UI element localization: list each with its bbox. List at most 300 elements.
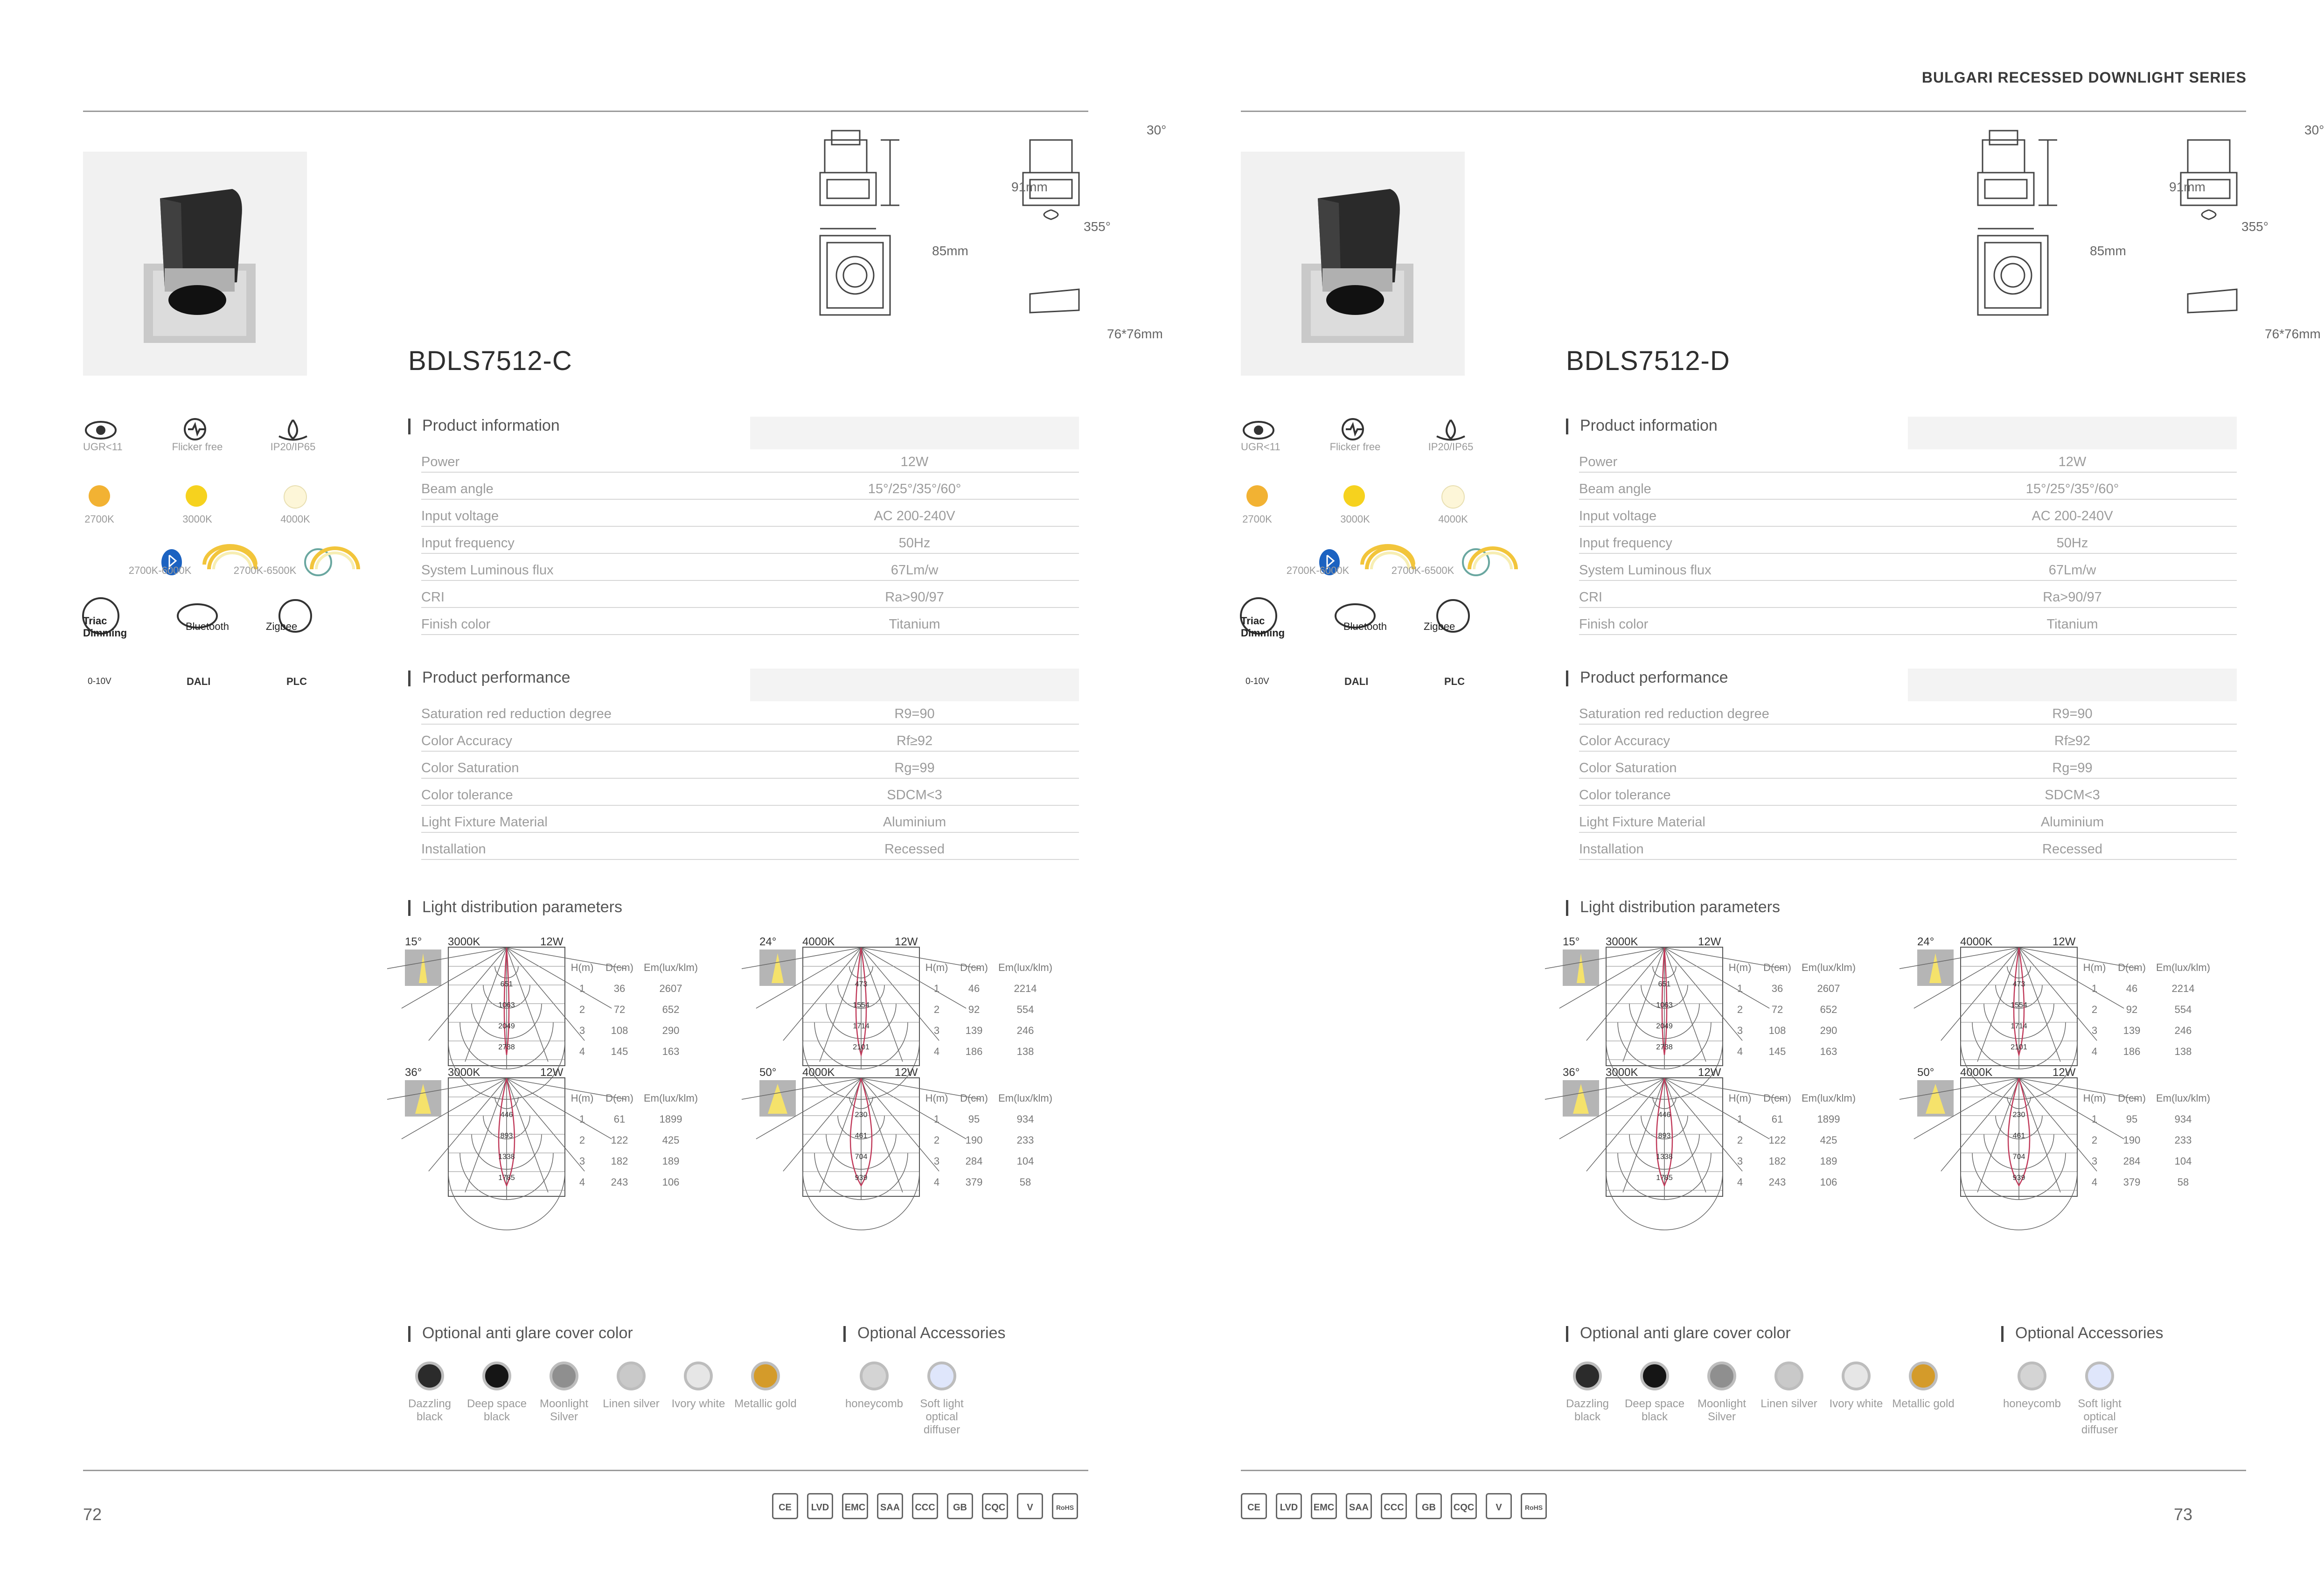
spec-label: Color Saturation: [1579, 751, 1908, 778]
spec-row: [1579, 832, 2237, 859]
light-dist-block: [1563, 1066, 1917, 1197]
spec-row: [1579, 553, 2237, 580]
spec-value: 12W: [1908, 446, 2237, 472]
beam-cct: 3000K: [448, 1066, 480, 1079]
certification-mark: RoHS: [1521, 1493, 1547, 1519]
color-swatch: [550, 1362, 578, 1390]
illuminance-header: D(cm): [605, 961, 633, 973]
color-swatch: [415, 1362, 444, 1390]
illuminance-cell: 189: [1820, 1155, 1837, 1167]
dim-height: 91mm: [1011, 180, 1048, 194]
illuminance-cell: 163: [1820, 1045, 1837, 1057]
polar-label: 704: [2012, 1153, 2025, 1161]
illuminance-header: Em(lux/klm): [998, 1092, 1053, 1104]
cct-arc-label-1: 2700K-6000K: [128, 565, 192, 576]
cct-arc-label-1: 2700K-6000K: [1286, 565, 1350, 576]
spec-value: 67Lm/w: [1908, 553, 2237, 580]
illuminance-cell: 92: [968, 1003, 980, 1015]
product-perf-table: [421, 698, 1079, 860]
color-swatch: [927, 1362, 956, 1390]
illuminance-cell: 106: [662, 1176, 680, 1188]
polar-label: 1338: [498, 1153, 515, 1161]
illuminance-cell: 290: [1820, 1024, 1837, 1036]
spec-row: [1579, 446, 2237, 472]
illuminance-cell: 139: [2123, 1024, 2141, 1036]
catalog-page-72: [83, 0, 1167, 1571]
feature-label-ip: IP20/IP65: [270, 441, 316, 453]
zero-ten-label: 0-10V: [1245, 677, 1269, 686]
polar-diagram: [1960, 947, 2078, 1066]
illuminance-cell: 72: [613, 1003, 626, 1015]
illuminance-header: Em(lux/klm): [643, 961, 698, 973]
illuminance-table: [566, 1088, 701, 1193]
spec-row: [421, 472, 1079, 499]
spec-row: [421, 580, 1079, 607]
polar-label: 1785: [1656, 1174, 1673, 1182]
illuminance-cell: 4: [579, 1045, 585, 1057]
spec-value: Titanium: [1908, 607, 2237, 635]
polar-label: 2049: [498, 1022, 515, 1030]
swatch-label: Dazzling black: [408, 1397, 452, 1423]
spec-label: CRI: [421, 580, 750, 607]
color-swatch: [1842, 1362, 1871, 1390]
spec-row: [1579, 499, 2237, 526]
page-number: 72: [83, 1505, 102, 1524]
cct-label-3000: 3000K: [182, 513, 212, 525]
illuminance-cell: 186: [965, 1045, 983, 1057]
bluetooth-label: Bluetooth: [1343, 621, 1387, 632]
beam-cct: 3000K: [1606, 1066, 1638, 1079]
spec-label: Color Accuracy: [1579, 724, 1908, 751]
illuminance-cell: 106: [1820, 1176, 1837, 1188]
color-swatch: [751, 1362, 780, 1390]
dimension-drawings: [811, 121, 1100, 355]
illuminance-cell: 58: [1019, 1176, 1031, 1188]
swatch-label: Metallic gold: [734, 1397, 797, 1410]
illuminance-cell: 284: [2123, 1155, 2141, 1167]
beam-angle: 15°: [405, 936, 422, 948]
cct-label-3000: 3000K: [1340, 513, 1370, 525]
illuminance-cell: 1: [2091, 1113, 2098, 1125]
illuminance-cell: 2: [579, 1003, 585, 1015]
spec-label: Power: [421, 446, 750, 472]
spec-row: [1579, 724, 2237, 751]
polar-label: 893: [1658, 1132, 1671, 1140]
certification-mark: CCC: [1381, 1493, 1407, 1519]
illuminance-cell: 379: [965, 1176, 983, 1188]
illuminance-cell: 1: [1737, 982, 1743, 994]
certification-mark: GB: [1416, 1493, 1442, 1519]
illuminance-cell: 3: [579, 1155, 585, 1167]
polar-label: 939: [2012, 1174, 2025, 1182]
illuminance-header: H(m): [925, 1092, 948, 1104]
beam-cct: 4000K: [802, 936, 835, 948]
cct-label-4000: 4000K: [1438, 513, 1468, 525]
dim-tilt: 30°: [1147, 123, 1167, 137]
beam-icon: [1563, 1080, 1599, 1117]
illuminance-cell: 652: [1820, 1003, 1837, 1015]
illuminance-cell: 243: [1768, 1176, 1786, 1188]
plc-label: PLC: [1444, 676, 1465, 687]
swatch-label: Soft light optical diffuser: [2078, 1397, 2122, 1436]
color-swatch: [1573, 1362, 1602, 1390]
illuminance-header: H(m): [571, 1092, 594, 1104]
illuminance-cell: 182: [1768, 1155, 1786, 1167]
spec-row: [421, 805, 1079, 832]
color-swatch: [2018, 1362, 2046, 1390]
illuminance-cell: 1: [579, 982, 585, 994]
beam-icon: [405, 1080, 441, 1117]
illuminance-cell: 425: [662, 1134, 680, 1146]
cct-dot-3000: [1343, 485, 1365, 507]
certification-mark: EMC: [1311, 1493, 1337, 1519]
illuminance-cell: 425: [1820, 1134, 1837, 1146]
spec-label: Input voltage: [421, 499, 750, 526]
spec-label: Finish color: [1579, 607, 1908, 635]
beam-power: 12W: [2053, 936, 2076, 948]
waterproof-icon: [1447, 420, 1455, 439]
product-info-head-bg: [750, 417, 1079, 449]
product-perf-head-bg: [1908, 669, 2237, 701]
illuminance-cell: 145: [1768, 1045, 1786, 1057]
cct-arc-label-2: 2700K-6500K: [233, 565, 297, 576]
spec-row: [421, 698, 1079, 724]
illuminance-cell: 243: [611, 1176, 628, 1188]
spec-label: Saturation red reduction degree: [1579, 698, 1908, 724]
zigbee-label: Zigbee: [1424, 621, 1455, 632]
swatch-label: Dazzling black: [1566, 1397, 1609, 1423]
dim-rotate: 355°: [1084, 219, 1111, 234]
spec-value: 50Hz: [1908, 526, 2237, 553]
polar-label: 230: [2012, 1111, 2025, 1119]
light-dist-title: Light distribution parameters: [408, 898, 622, 916]
swatch-label: Deep space black: [466, 1397, 527, 1423]
spec-value: R9=90: [750, 698, 1079, 724]
certification-mark: SAA: [1346, 1493, 1372, 1519]
certification-mark: V: [1017, 1493, 1043, 1519]
model-number: BDLS7512-C: [408, 346, 572, 376]
light-dist-block: [405, 936, 759, 1066]
illuminance-cell: 1: [1737, 1113, 1743, 1125]
illuminance-cell: 186: [2123, 1045, 2141, 1057]
accessories-title: Optional Accessories: [2001, 1324, 2164, 1342]
product-photo: [1241, 152, 1465, 376]
illuminance-cell: 3: [579, 1024, 585, 1036]
polar-label: 473: [2012, 980, 2025, 988]
waterproof-icon: [289, 420, 297, 439]
spec-row: [421, 446, 1079, 472]
illuminance-cell: 934: [2174, 1113, 2192, 1125]
illuminance-cell: 4: [933, 1176, 940, 1188]
illuminance-cell: 3: [2091, 1155, 2098, 1167]
polar-label: 461: [2012, 1132, 2025, 1140]
illuminance-cell: 182: [611, 1155, 628, 1167]
dim-tilt: 30°: [2304, 123, 2324, 137]
spec-row: [1579, 526, 2237, 553]
spec-value: 15°/25°/35°/60°: [750, 472, 1079, 499]
product-info-table: [421, 446, 1079, 635]
spec-value: Titanium: [750, 607, 1079, 635]
series-title: BULGARI RECESSED DOWNLIGHT SERIES: [1921, 69, 2247, 86]
spec-row: [421, 607, 1079, 635]
color-swatch: [482, 1362, 511, 1390]
spec-value: AC 200-240V: [750, 499, 1079, 526]
illuminance-header: H(m): [571, 961, 594, 973]
spec-value: Recessed: [750, 832, 1079, 859]
polar-label: 1554: [853, 1001, 870, 1009]
spec-value: 15°/25°/35°/60°: [1908, 472, 2237, 499]
illuminance-cell: 139: [965, 1024, 983, 1036]
illuminance-table: [2078, 957, 2213, 1062]
dali-label: DALI: [1344, 676, 1369, 687]
illuminance-cell: 46: [2126, 982, 2138, 994]
illuminance-cell: 1899: [1817, 1113, 1840, 1125]
certification-mark: CQC: [1451, 1493, 1477, 1519]
downlight-photo: [1241, 152, 1465, 376]
swatch-label: honeycomb: [2003, 1397, 2061, 1410]
color-swatch: [1707, 1362, 1736, 1390]
illuminance-cell: 36: [1771, 982, 1783, 994]
polar-diagram: [1960, 1077, 2078, 1197]
zero-ten-label: 0-10V: [88, 677, 111, 686]
feature-label-ugr: UGR<11: [1241, 441, 1280, 453]
illuminance-header: H(m): [1728, 1092, 1752, 1104]
polar-label: 1338: [1656, 1153, 1673, 1161]
illuminance-cell: 246: [2174, 1024, 2192, 1036]
beam-angle: 50°: [759, 1066, 777, 1079]
beam-power: 12W: [1698, 1066, 1721, 1079]
color-swatch: [684, 1362, 713, 1390]
polar-label: 1554: [2011, 1001, 2027, 1009]
spec-value: SDCM<3: [750, 778, 1079, 805]
spec-row: [1579, 607, 2237, 635]
light-dist-block: [759, 936, 1114, 1066]
light-dist-block: [1917, 1066, 2272, 1197]
light-dist-block: [1917, 936, 2272, 1066]
illuminance-header: Em(lux/klm): [2156, 1092, 2211, 1104]
illuminance-cell: 61: [613, 1113, 626, 1125]
illuminance-table: [920, 1088, 1056, 1193]
illuminance-cell: 1: [579, 1113, 585, 1125]
beam-angle: 36°: [405, 1066, 422, 1079]
beam-power: 12W: [540, 936, 564, 948]
illuminance-cell: 72: [1771, 1003, 1783, 1015]
illuminance-header: D(cm): [960, 961, 988, 973]
polar-label: 1063: [498, 1001, 515, 1009]
spec-value: Rf≥92: [750, 724, 1079, 751]
color-swatch: [2085, 1362, 2114, 1390]
polar-label: 230: [855, 1111, 868, 1119]
triac-dimming-label: Triac Dimming: [83, 615, 127, 639]
spec-label: System Luminous flux: [421, 553, 750, 580]
certification-mark: CE: [772, 1493, 798, 1519]
illuminance-cell: 2: [1737, 1134, 1743, 1146]
illuminance-cell: 138: [1016, 1045, 1034, 1057]
dali-label: DALI: [187, 676, 211, 687]
polar-label: 461: [855, 1132, 868, 1140]
beam-cct: 4000K: [1960, 1066, 1993, 1079]
beam-angle: 15°: [1563, 936, 1580, 948]
illuminance-cell: 4: [933, 1045, 940, 1057]
bluetooth-label: Bluetooth: [186, 621, 229, 632]
spec-value: Ra>90/97: [750, 580, 1079, 607]
light-dist-block: [405, 1066, 759, 1197]
spec-label: Installation: [1579, 832, 1908, 859]
illuminance-header: D(cm): [2118, 1092, 2146, 1104]
spec-label: Light Fixture Material: [421, 805, 750, 832]
swatch-label: honeycomb: [845, 1397, 904, 1410]
swatch-label: Deep space black: [1624, 1397, 1685, 1423]
beam-power: 12W: [540, 1066, 564, 1079]
polar-label: 704: [855, 1153, 868, 1161]
model-number: BDLS7512-D: [1566, 346, 1730, 376]
certification-mark: LVD: [807, 1493, 833, 1519]
dim-width: 85mm: [932, 244, 968, 258]
illuminance-cell: 652: [662, 1003, 680, 1015]
spec-value: Rg=99: [750, 751, 1079, 778]
illuminance-cell: 2: [579, 1134, 585, 1146]
spec-label: Input voltage: [1579, 499, 1908, 526]
illuminance-cell: 554: [1016, 1003, 1034, 1015]
illuminance-cell: 95: [2126, 1113, 2138, 1125]
polar-label: 939: [855, 1174, 868, 1182]
illuminance-header: Em(lux/klm): [1801, 961, 1856, 973]
beam-angle: 24°: [1917, 936, 1934, 948]
certification-mark: SAA: [877, 1493, 903, 1519]
polar-label: 2738: [1656, 1043, 1673, 1051]
cct-dot-2700: [1246, 485, 1268, 507]
spec-row: [1579, 472, 2237, 499]
illuminance-table: [1724, 957, 1859, 1062]
beam-icon: [1917, 1080, 1954, 1117]
polar-label: 446: [1658, 1111, 1671, 1119]
certification-mark: CCC: [912, 1493, 938, 1519]
illuminance-cell: 3: [933, 1155, 940, 1167]
zigbee-label: Zigbee: [266, 621, 298, 632]
illuminance-cell: 2214: [1014, 982, 1037, 994]
light-dist-title: Light distribution parameters: [1566, 898, 1780, 916]
dim-cutout: 76*76mm: [1107, 327, 1163, 341]
color-swatch: [1909, 1362, 1938, 1390]
beam-icon: [1917, 950, 1954, 986]
illuminance-cell: 190: [2123, 1134, 2141, 1146]
spec-label: Saturation red reduction degree: [421, 698, 750, 724]
certification-mark: EMC: [842, 1493, 868, 1519]
spec-value: R9=90: [1908, 698, 2237, 724]
illuminance-cell: 4: [2091, 1045, 2098, 1057]
color-swatch: [617, 1362, 646, 1390]
polar-label: 473: [855, 980, 868, 988]
swatch-label: Linen silver: [1760, 1397, 1817, 1410]
dim-rotate: 355°: [2241, 219, 2268, 234]
spec-row: [421, 499, 1079, 526]
illuminance-cell: 92: [2126, 1003, 2138, 1015]
product-perf-title: Product performance: [1566, 669, 1728, 687]
beam-angle: 50°: [1917, 1066, 1934, 1079]
color-swatch: [1774, 1362, 1803, 1390]
spec-label: Input frequency: [421, 526, 750, 553]
illuminance-cell: 61: [1771, 1113, 1783, 1125]
polar-diagram: [802, 947, 920, 1066]
product-info-title: Product information: [1566, 417, 1718, 435]
illuminance-cell: 246: [1016, 1024, 1034, 1036]
certification-mark: CQC: [982, 1493, 1008, 1519]
color-swatch: [1640, 1362, 1669, 1390]
spec-value: Aluminium: [750, 805, 1079, 832]
certification-mark: V: [1486, 1493, 1512, 1519]
polar-label: 1714: [853, 1022, 870, 1030]
product-perf-table: [1579, 698, 2237, 860]
spec-value: SDCM<3: [1908, 778, 2237, 805]
illuminance-header: D(cm): [1763, 961, 1791, 973]
certification-mark: LVD: [1276, 1493, 1302, 1519]
feature-label-ip: IP20/IP65: [1428, 441, 1474, 453]
swatch-label: Moonlight Silver: [539, 1397, 589, 1423]
spec-label: Beam angle: [1579, 472, 1908, 499]
illuminance-cell: 554: [2174, 1003, 2192, 1015]
spec-row: [421, 526, 1079, 553]
feature-label-flicker: Flicker free: [172, 441, 223, 453]
polar-label: 2738: [498, 1043, 515, 1051]
polar-label: 651: [500, 980, 513, 988]
illuminance-cell: 2: [1737, 1003, 1743, 1015]
polar-label: 651: [1658, 980, 1671, 988]
polar-label: 446: [500, 1111, 513, 1119]
beam-angle: 36°: [1563, 1066, 1580, 1079]
spec-label: Input frequency: [1579, 526, 1908, 553]
polar-label: 1063: [1656, 1001, 1673, 1009]
polar-diagram: [448, 947, 565, 1066]
spec-value: Rg=99: [1908, 751, 2237, 778]
illuminance-header: Em(lux/klm): [1801, 1092, 1856, 1104]
illuminance-table: [920, 957, 1056, 1062]
illuminance-cell: 2607: [1817, 982, 1840, 994]
product-perf-head-bg: [750, 669, 1079, 701]
beam-power: 12W: [895, 1066, 918, 1079]
certification-mark: CE: [1241, 1493, 1267, 1519]
illuminance-cell: 4: [579, 1176, 585, 1188]
spec-row: [421, 778, 1079, 805]
dimension-drawings: [1969, 121, 2258, 355]
illuminance-cell: 46: [968, 982, 980, 994]
downlight-photo: [83, 152, 307, 376]
illuminance-header: H(m): [925, 961, 948, 973]
certification-mark: RoHS: [1052, 1493, 1078, 1519]
spec-row: [1579, 751, 2237, 778]
illuminance-cell: 1899: [659, 1113, 682, 1125]
product-info-head-bg: [1908, 417, 2237, 449]
cct-label-4000: 4000K: [280, 513, 310, 525]
illuminance-cell: 1: [933, 982, 940, 994]
swatch-label: Ivory white: [1829, 1397, 1883, 1410]
polar-label: 1785: [498, 1174, 515, 1182]
anti-glare-title: Optional anti glare cover color: [408, 1324, 633, 1342]
illuminance-table: [2078, 1088, 2213, 1193]
illuminance-cell: 2: [933, 1134, 940, 1146]
illuminance-cell: 2: [2091, 1003, 2098, 1015]
illuminance-header: H(m): [2083, 961, 2106, 973]
polar-diagram: [802, 1077, 920, 1197]
spec-value: 12W: [750, 446, 1079, 472]
illuminance-cell: 163: [662, 1045, 680, 1057]
illuminance-cell: 36: [613, 982, 626, 994]
swatch-label: Moonlight Silver: [1697, 1397, 1746, 1423]
illuminance-cell: 138: [2174, 1045, 2192, 1057]
illuminance-header: Em(lux/klm): [998, 961, 1053, 973]
beam-icon: [1563, 950, 1599, 986]
spec-label: Beam angle: [421, 472, 750, 499]
illuminance-cell: 3: [2091, 1024, 2098, 1036]
